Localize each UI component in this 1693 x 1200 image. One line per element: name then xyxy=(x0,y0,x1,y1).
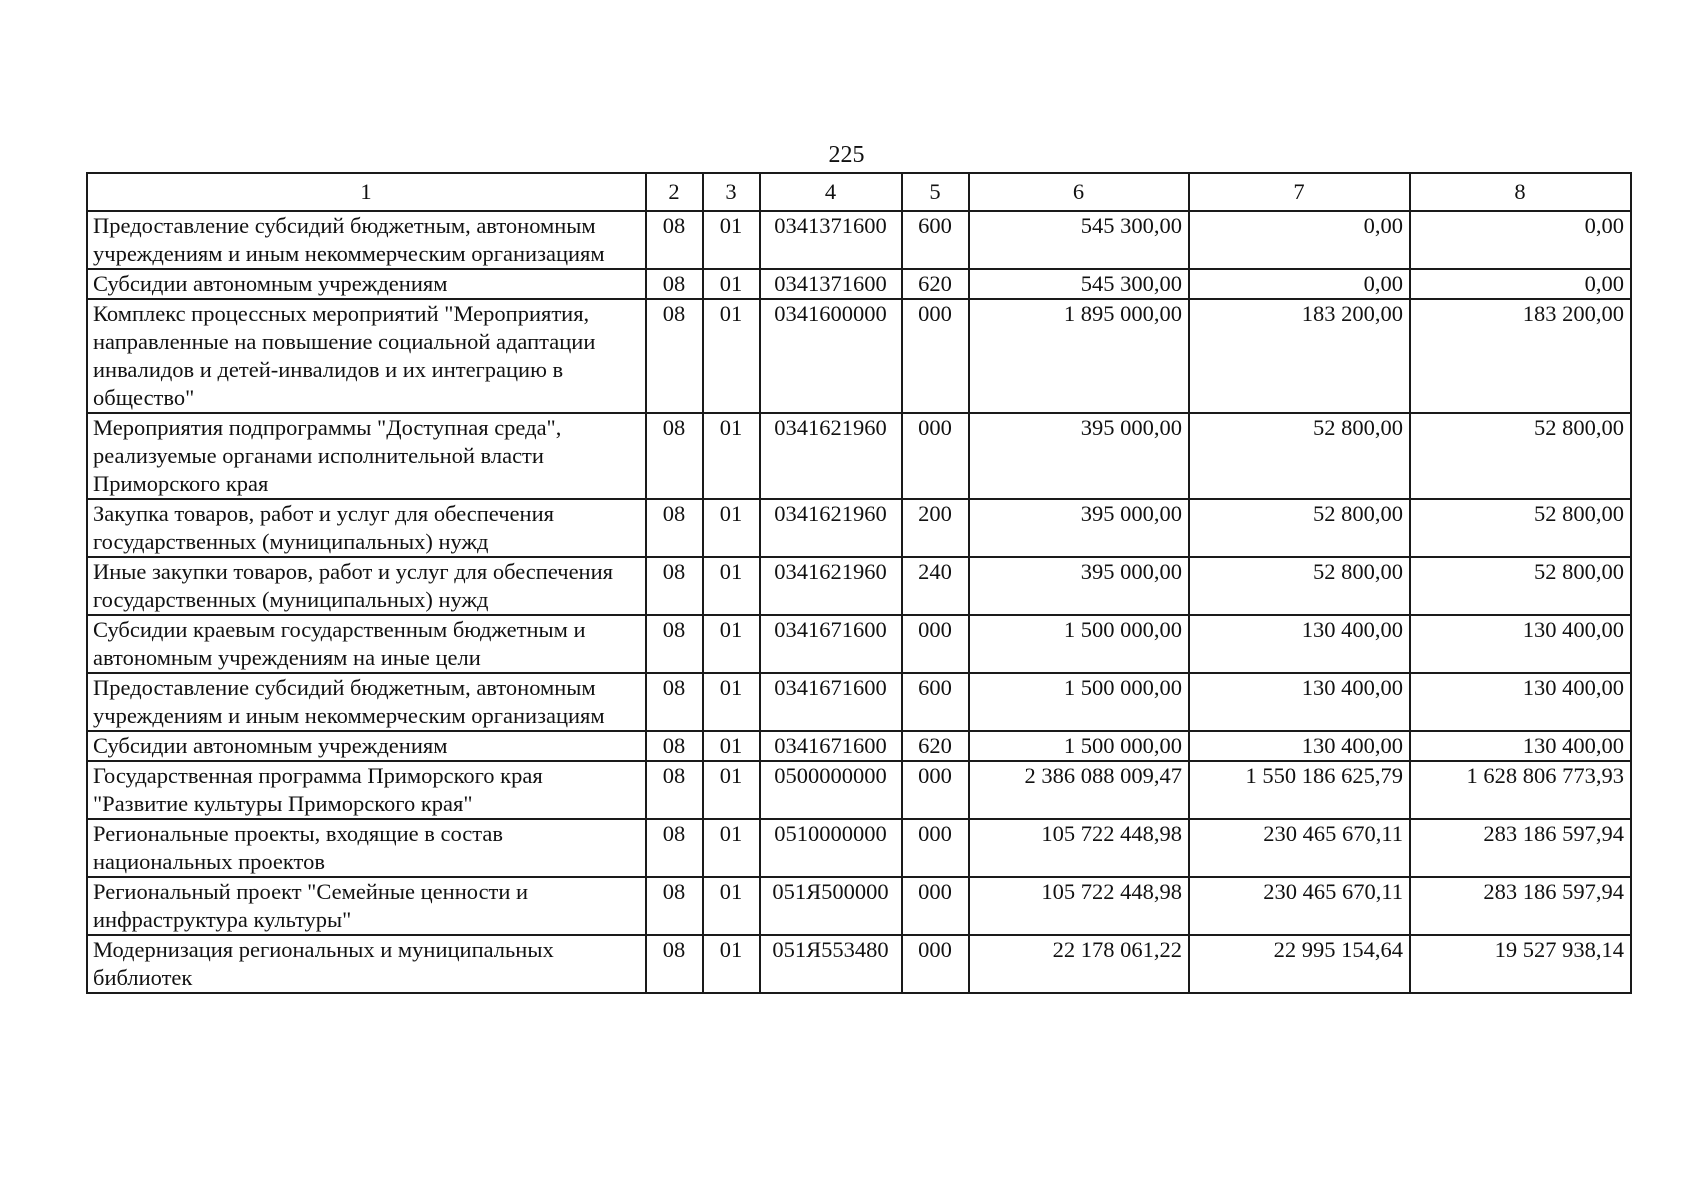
row-value-8: 130 400,00 xyxy=(1410,673,1631,731)
row-value-7: 0,00 xyxy=(1189,211,1410,269)
row-subsection: 01 xyxy=(703,269,760,299)
row-expense-type: 000 xyxy=(902,761,969,819)
row-value-8: 1 628 806 773,93 xyxy=(1410,761,1631,819)
row-expense-type: 620 xyxy=(902,269,969,299)
row-value-8: 19 527 938,14 xyxy=(1410,935,1631,993)
row-section: 08 xyxy=(646,673,703,731)
row-value-6: 2 386 088 009,47 xyxy=(969,761,1189,819)
table-row xyxy=(87,819,1631,877)
row-subsection: 01 xyxy=(703,615,760,673)
row-value-7: 1 550 186 625,79 xyxy=(1189,761,1410,819)
row-value-8: 183 200,00 xyxy=(1410,299,1631,413)
table-row xyxy=(87,269,1631,299)
row-value-6: 1 895 000,00 xyxy=(969,299,1189,413)
row-value-6: 395 000,00 xyxy=(969,557,1189,615)
row-value-7: 0,00 xyxy=(1189,269,1410,299)
row-target-code: 0341671600 xyxy=(760,731,902,761)
row-value-6: 1 500 000,00 xyxy=(969,673,1189,731)
row-target-code: 0341671600 xyxy=(760,673,902,731)
row-subsection: 01 xyxy=(703,299,760,413)
row-name: Государственная программа Приморского края "Развитие культуры Приморского края" xyxy=(87,761,646,819)
row-target-code: 0341621960 xyxy=(760,557,902,615)
row-target-code: 0510000000 xyxy=(760,819,902,877)
row-expense-type: 000 xyxy=(902,819,969,877)
row-value-8: 283 186 597,94 xyxy=(1410,819,1631,877)
row-value-6: 545 300,00 xyxy=(969,269,1189,299)
table-row xyxy=(87,673,1631,731)
row-expense-type: 600 xyxy=(902,673,969,731)
row-target-code: 0341621960 xyxy=(760,499,902,557)
row-target-code: 0341621960 xyxy=(760,413,902,499)
row-value-6: 22 178 061,22 xyxy=(969,935,1189,993)
table-row xyxy=(87,615,1631,673)
page-number: 225 xyxy=(828,142,865,168)
row-value-8: 52 800,00 xyxy=(1410,557,1631,615)
row-value-7: 52 800,00 xyxy=(1189,499,1410,557)
row-value-8: 130 400,00 xyxy=(1410,615,1631,673)
row-name: Предоставление субсидий бюджетным, автономным учреждениям и иным некоммерческим организациям xyxy=(87,673,646,731)
row-target-code: 0341671600 xyxy=(760,615,902,673)
row-value-6: 395 000,00 xyxy=(969,413,1189,499)
row-value-6: 395 000,00 xyxy=(969,499,1189,557)
column-header: 8 xyxy=(1410,173,1631,211)
row-value-6: 1 500 000,00 xyxy=(969,731,1189,761)
row-expense-type: 600 xyxy=(902,211,969,269)
row-value-7: 230 465 670,11 xyxy=(1189,877,1410,935)
table-row xyxy=(87,413,1631,499)
row-value-7: 183 200,00 xyxy=(1189,299,1410,413)
row-expense-type: 620 xyxy=(902,731,969,761)
row-value-6: 105 722 448,98 xyxy=(969,819,1189,877)
row-section: 08 xyxy=(646,731,703,761)
row-name: Региональный проект "Семейные ценности и инфраструктура культуры" xyxy=(87,877,646,935)
row-value-7: 52 800,00 xyxy=(1189,413,1410,499)
row-value-7: 130 400,00 xyxy=(1189,731,1410,761)
row-section: 08 xyxy=(646,819,703,877)
row-target-code: 051Я553480 xyxy=(760,935,902,993)
row-value-8: 52 800,00 xyxy=(1410,413,1631,499)
row-name: Модернизация региональных и муниципальных библиотек xyxy=(87,935,646,993)
table-row xyxy=(87,211,1631,269)
row-expense-type: 000 xyxy=(902,413,969,499)
row-subsection: 01 xyxy=(703,413,760,499)
row-section: 08 xyxy=(646,211,703,269)
row-expense-type: 000 xyxy=(902,877,969,935)
row-subsection: 01 xyxy=(703,761,760,819)
row-expense-type: 200 xyxy=(902,499,969,557)
row-subsection: 01 xyxy=(703,877,760,935)
row-expense-type: 000 xyxy=(902,935,969,993)
table-row xyxy=(87,731,1631,761)
row-section: 08 xyxy=(646,299,703,413)
row-section: 08 xyxy=(646,413,703,499)
row-expense-type: 000 xyxy=(902,299,969,413)
row-value-8: 130 400,00 xyxy=(1410,731,1631,761)
row-target-code: 0341600000 xyxy=(760,299,902,413)
row-subsection: 01 xyxy=(703,211,760,269)
row-name: Комплекс процессных мероприятий "Мероприятия, направленные на повышение социальной адаптации инвалидов и детей-инвалидов и их интеграцию в общество" xyxy=(87,299,646,413)
table-row xyxy=(87,557,1631,615)
row-subsection: 01 xyxy=(703,673,760,731)
table-row xyxy=(87,877,1631,935)
row-target-code: 0500000000 xyxy=(760,761,902,819)
column-header: 6 xyxy=(969,173,1189,211)
column-header: 3 xyxy=(703,173,760,211)
row-section: 08 xyxy=(646,615,703,673)
row-value-8: 52 800,00 xyxy=(1410,499,1631,557)
row-section: 08 xyxy=(646,269,703,299)
row-value-7: 22 995 154,64 xyxy=(1189,935,1410,993)
row-subsection: 01 xyxy=(703,499,760,557)
row-value-6: 105 722 448,98 xyxy=(969,877,1189,935)
row-section: 08 xyxy=(646,499,703,557)
table-row xyxy=(87,761,1631,819)
row-section: 08 xyxy=(646,557,703,615)
row-subsection: 01 xyxy=(703,819,760,877)
column-header: 5 xyxy=(902,173,969,211)
column-header: 4 xyxy=(760,173,902,211)
row-value-8: 0,00 xyxy=(1410,269,1631,299)
row-value-8: 283 186 597,94 xyxy=(1410,877,1631,935)
row-name: Мероприятия подпрограммы "Доступная среда", реализуемые органами исполнительной власти Приморского края xyxy=(87,413,646,499)
table-row xyxy=(87,935,1631,993)
row-section: 08 xyxy=(646,761,703,819)
row-subsection: 01 xyxy=(703,557,760,615)
column-header: 2 xyxy=(646,173,703,211)
table-row xyxy=(87,499,1631,557)
row-value-6: 1 500 000,00 xyxy=(969,615,1189,673)
row-name: Региональные проекты, входящие в состав национальных проектов xyxy=(87,819,646,877)
row-expense-type: 000 xyxy=(902,615,969,673)
row-name: Субсидии автономным учреждениям xyxy=(87,269,646,299)
row-value-7: 230 465 670,11 xyxy=(1189,819,1410,877)
row-name: Субсидии краевым государственным бюджетным и автономным учреждениям на иные цели xyxy=(87,615,646,673)
column-header: 1 xyxy=(87,173,646,211)
row-value-7: 130 400,00 xyxy=(1189,615,1410,673)
row-name: Предоставление субсидий бюджетным, автономным учреждениям и иным некоммерческим организациям xyxy=(87,211,646,269)
row-target-code: 0341371600 xyxy=(760,269,902,299)
row-value-7: 52 800,00 xyxy=(1189,557,1410,615)
table-row xyxy=(87,299,1631,413)
row-value-6: 545 300,00 xyxy=(969,211,1189,269)
column-header: 7 xyxy=(1189,173,1410,211)
row-section: 08 xyxy=(646,935,703,993)
row-value-8: 0,00 xyxy=(1410,211,1631,269)
row-target-code: 0341371600 xyxy=(760,211,902,269)
row-target-code: 051Я500000 xyxy=(760,877,902,935)
row-name: Закупка товаров, работ и услуг для обеспечения государственных (муниципальных) нужд xyxy=(87,499,646,557)
row-value-7: 130 400,00 xyxy=(1189,673,1410,731)
row-name: Субсидии автономным учреждениям xyxy=(87,731,646,761)
row-subsection: 01 xyxy=(703,935,760,993)
budget-table xyxy=(86,172,1632,994)
row-subsection: 01 xyxy=(703,731,760,761)
row-section: 08 xyxy=(646,877,703,935)
row-name: Иные закупки товаров, работ и услуг для обеспечения государственных (муниципальных) нужд xyxy=(87,557,646,615)
row-expense-type: 240 xyxy=(902,557,969,615)
header-row xyxy=(87,173,1631,211)
